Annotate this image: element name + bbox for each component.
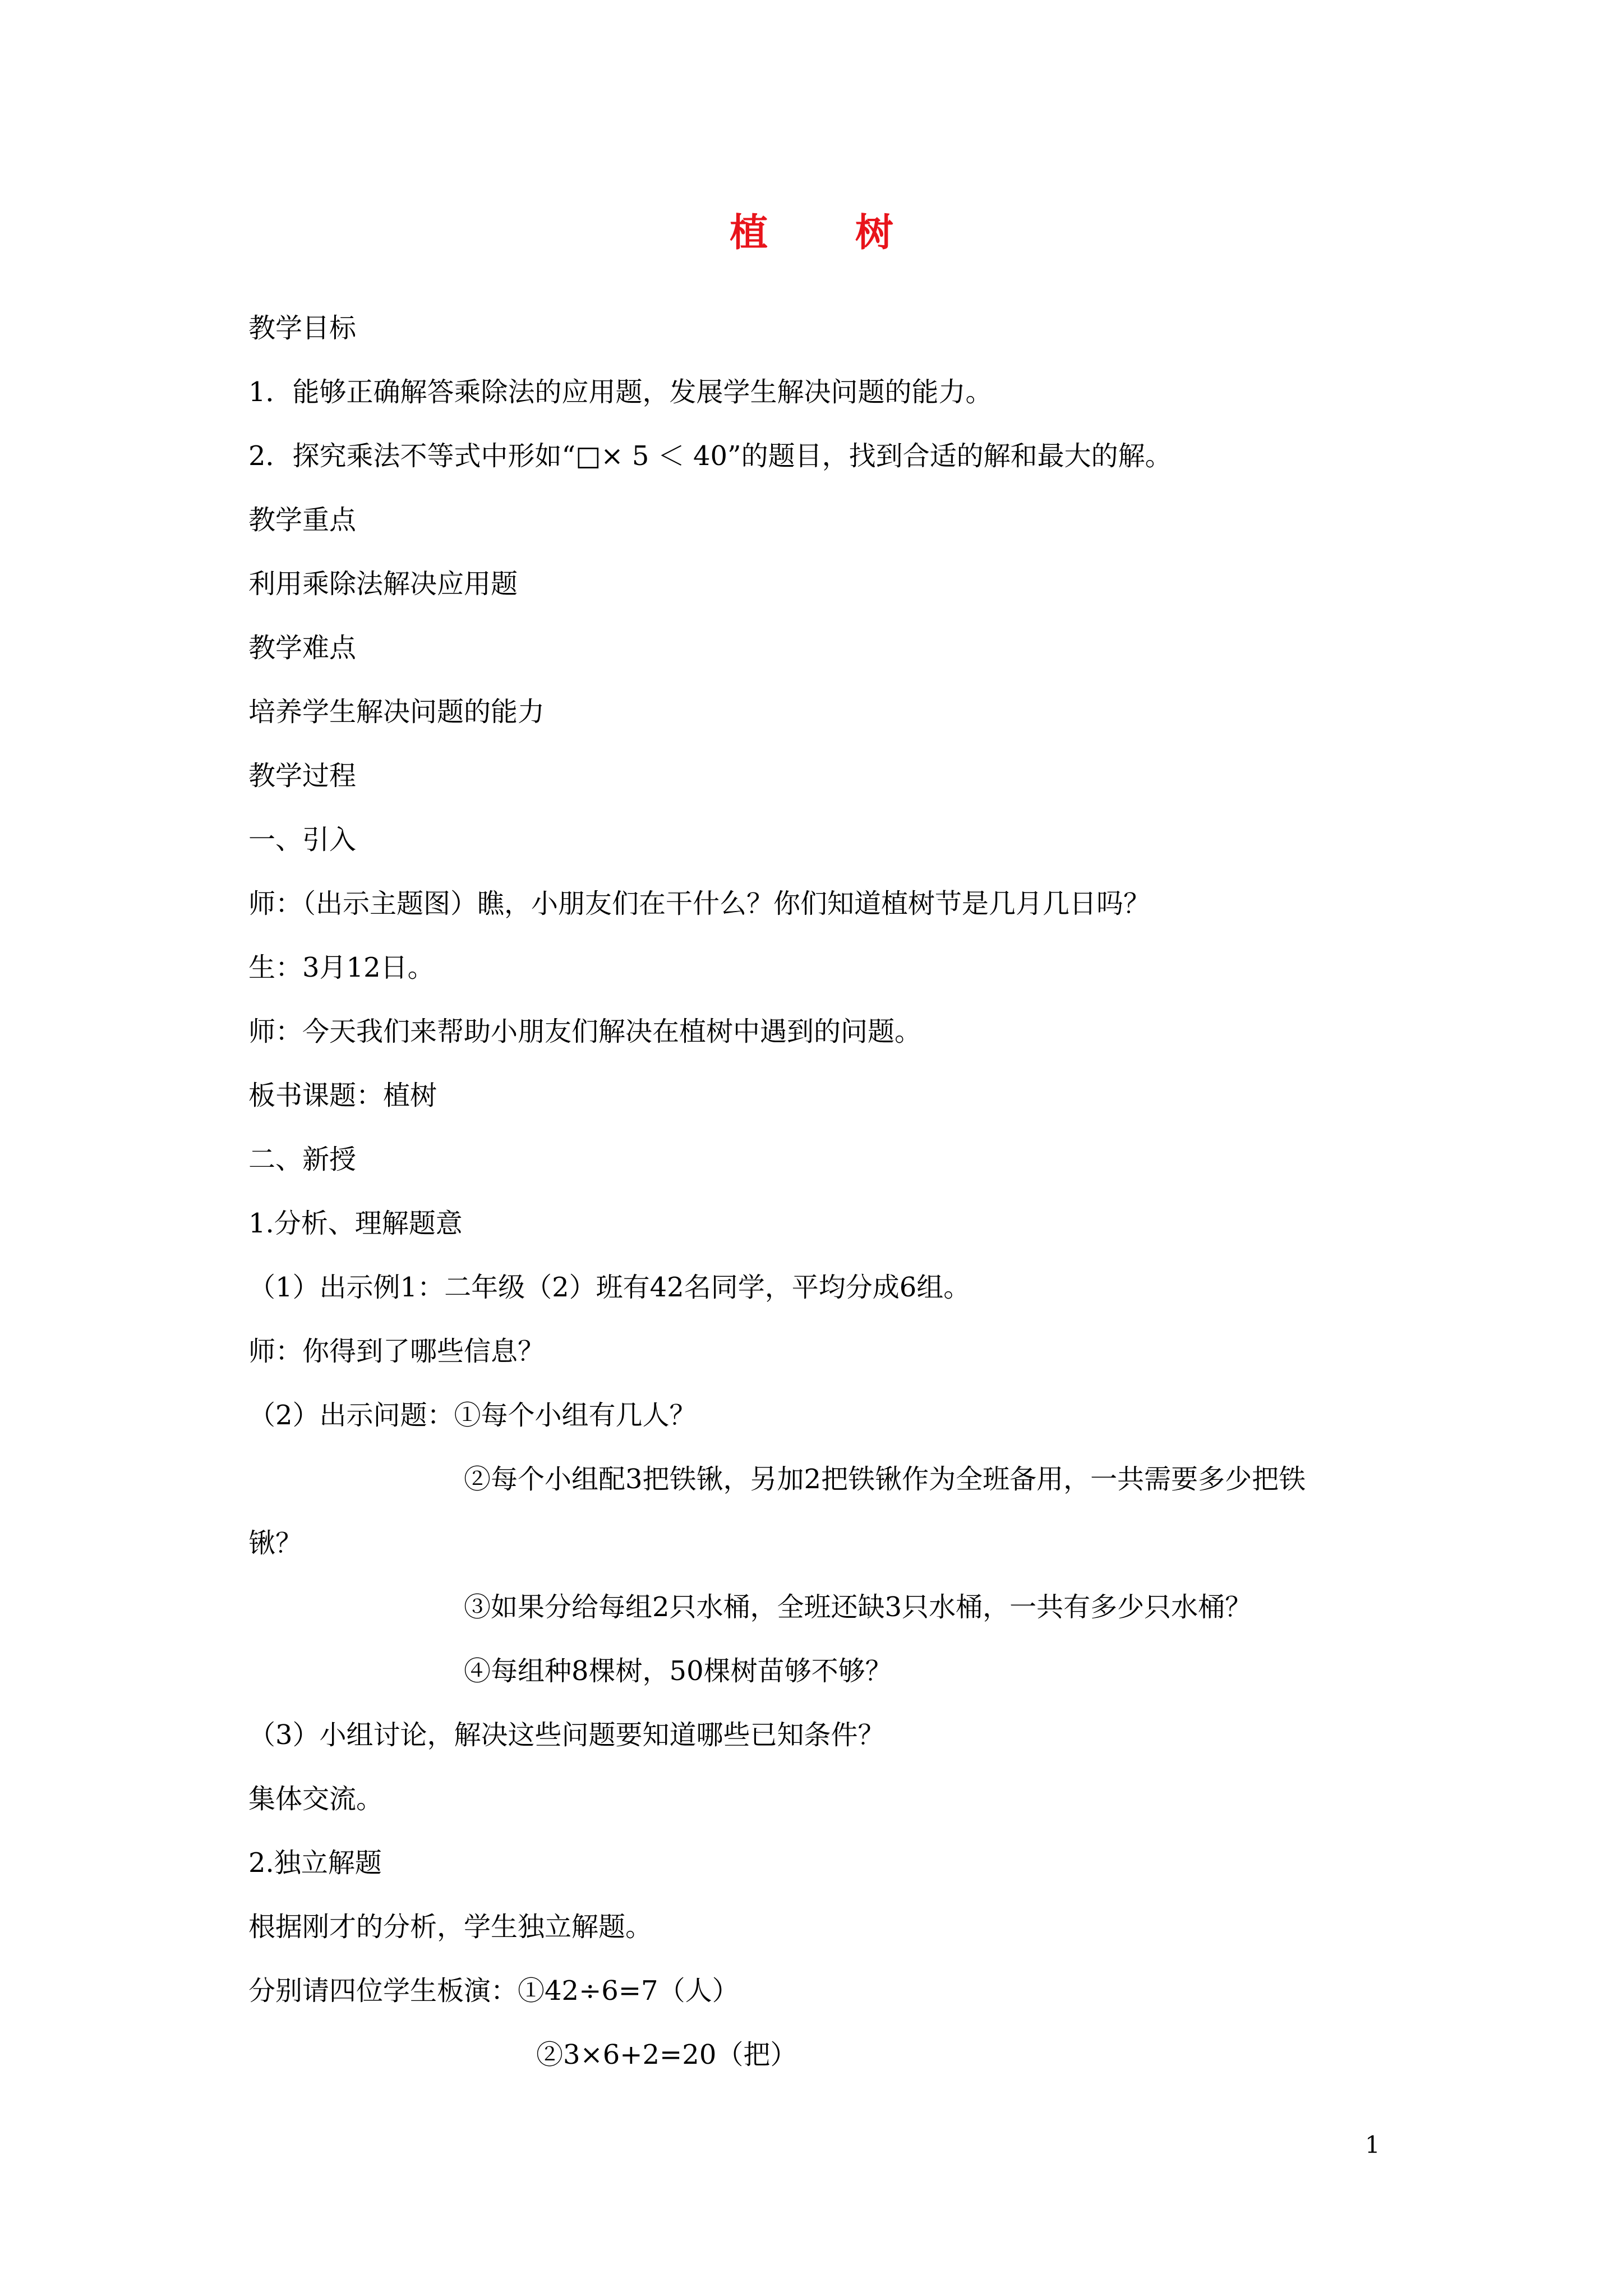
board-demo-line: ②3×6+2=20（把） — [536, 2039, 797, 2070]
difficulties-text: 培养学生解决问题的能力 — [248, 696, 545, 728]
key-points-text: 利用乘除法解决应用题 — [248, 568, 518, 600]
question-line: ④每组种8棵树，50棵树苗够不够？ — [464, 1655, 892, 1687]
board-demo-line: 分别请四位学生板演：①42÷6=7（人） — [248, 1975, 739, 2007]
dialogue-line: 师：（出示主题图）瞧，小朋友们在干什么？你们知道植树节是几月几日吗？ — [248, 888, 1151, 919]
heading-process: 教学过程 — [248, 760, 357, 792]
dialogue-line: 师：你得到了哪些信息？ — [248, 1336, 545, 1367]
example-line: （1）出示例1：二年级（2）班有42名同学，平均分成6组。 — [248, 1272, 971, 1303]
question-line: （2）出示问题：①每个小组有几人？ — [248, 1400, 697, 1431]
board-title-line: 板书课题：植树 — [248, 1080, 437, 1111]
solving-line: 根据刚才的分析，学生独立解题。 — [248, 1911, 653, 1943]
goal-item-1: 1．能够正确解答乘除法的应用题，发展学生解决问题的能力。 — [248, 376, 993, 408]
subsection-analysis: 1.分析、理解题意 — [248, 1208, 463, 1239]
section-new-lesson: 二、新授 — [248, 1144, 357, 1175]
heading-teaching-goals: 教学目标 — [248, 312, 357, 344]
page-number: 1 — [1365, 2131, 1380, 2159]
goal-item-2: 2．探究乘法不等式中形如“□× 5 ＜ 40”的题目，找到合适的解和最大的解。 — [248, 440, 1172, 472]
question-line-continuation: 锹？ — [248, 1527, 303, 1559]
heading-key-points: 教学重点 — [248, 504, 357, 536]
discussion-line: （3）小组讨论，解决这些问题要知道哪些已知条件？ — [248, 1719, 885, 1751]
dialogue-line: 生：3月12日。 — [248, 952, 435, 983]
question-line: ③如果分给每组2只水桶，全班还缺3只水桶，一共有多少只水桶？ — [464, 1591, 1252, 1623]
subsection-independent-solving: 2.独立解题 — [248, 1847, 382, 1879]
document-body — [248, 296, 1393, 2087]
heading-difficulties: 教学难点 — [248, 632, 357, 664]
question-line: ②每个小组配3把铁锹，另加2把铁锹作为全班备用，一共需要多少把铁 — [464, 1464, 1306, 1495]
page-title: 植 树 — [730, 210, 930, 255]
dialogue-line: 师：今天我们来帮助小朋友们解决在植树中遇到的问题。 — [248, 1016, 922, 1047]
section-introduction: 一、引入 — [248, 824, 357, 855]
discussion-line: 集体交流。 — [248, 1783, 384, 1815]
